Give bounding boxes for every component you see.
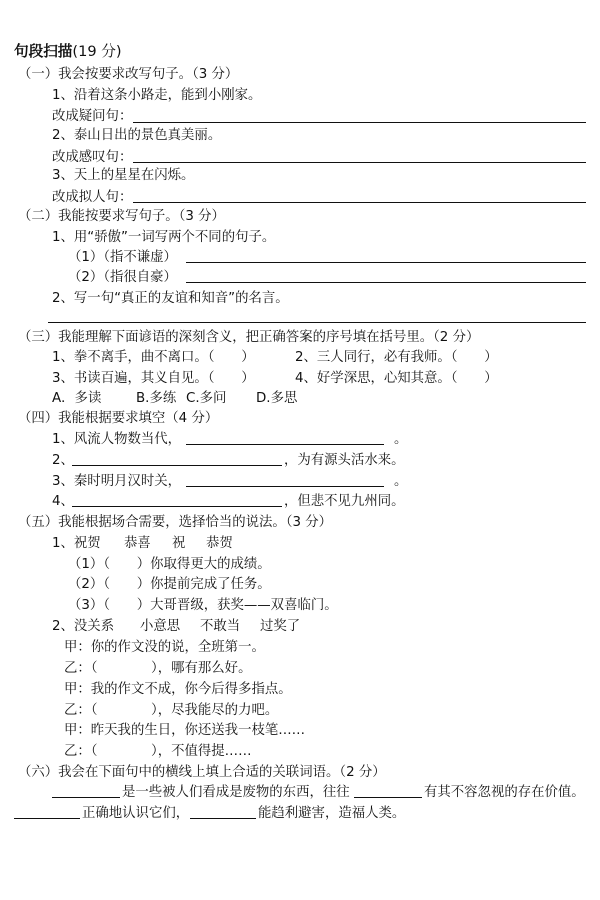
q2-item-1: 1、用“骄傲”一词写两个不同的句子。 [52, 230, 276, 245]
q4-item-2-before: 2、 [52, 453, 74, 468]
section-title-text: 句段扫描 [14, 43, 73, 60]
q3-item-2: 2、三人同行，必有我师。（ ） [295, 350, 498, 365]
q3-item-4: 4、好学深思，心知其意。（ ） [295, 371, 498, 386]
q5-item-3: （3）（ ）大哥晋级，获奖——双喜临门。 [68, 598, 338, 613]
q5-word-8: 过奖了 [260, 619, 301, 634]
q6-blank-1[interactable] [52, 797, 120, 798]
q1-sentence-1: 1、沿着这条小路走，能到小刚家。 [52, 88, 262, 103]
q2-item-2: 2、写一句“真正的友谊和知音”的名言。 [52, 291, 289, 306]
q4-item-3-after: 。 [394, 474, 408, 489]
q4-item-4-before: 4、 [52, 494, 74, 509]
q6-part-4: 能趋利避害，造福人类。 [258, 806, 406, 821]
q5-dialogue-3: 甲：我的作文不成，你今后得多指点。 [64, 682, 292, 697]
q5-dialogue-6: 乙：（ ），不值得提…… [64, 744, 252, 759]
q4-item-1-before: 1、风流人物数当代， [52, 432, 182, 447]
q5-item-2: （2）（ ）你提前完成了任务。 [68, 577, 271, 592]
q6-blank-3[interactable] [14, 818, 80, 819]
q3-heading: （三）我能理解下面谚语的深刻含义，把正确答案的序号填在括号里。（2 分） [18, 330, 480, 345]
q6-heading: （六）我会在下面句中的横线上填上合适的关联词语。（2 分） [18, 765, 386, 780]
q2-answer-line-2[interactable] [186, 282, 586, 283]
q6-blank-2[interactable] [354, 797, 422, 798]
q2-sub-1: （1）（指不谦虚） [68, 250, 177, 265]
q3-option-d: D.多思 [256, 391, 298, 406]
q5-word-6: 小意思 [140, 619, 181, 634]
q2-answer-line-3[interactable] [48, 322, 586, 323]
q1-sentence-2: 2、泰山日出的景色真美丽。 [52, 128, 222, 143]
q5-dialogue-4: 乙：（ ），尽我能尽的力吧。 [64, 703, 279, 718]
q1-prompt-2: 改成感叹句： [52, 150, 133, 165]
q1-sentence-3: 3、天上的星星在闪烁。 [52, 168, 195, 183]
q5-word-3: 祝 [172, 536, 186, 551]
q4-heading: （四）我能根据要求填空（4 分） [18, 411, 219, 426]
q1-answer-line-1[interactable] [133, 122, 586, 123]
q1-heading: （一）我会按要求改写句子。（3 分） [18, 67, 239, 82]
q4-item-4-after: ，但悲不见九州同。 [284, 494, 405, 509]
q5-word-7: 不敢当 [200, 619, 241, 634]
q4-blank-3[interactable] [186, 486, 384, 487]
q2-answer-line-1[interactable] [186, 262, 586, 263]
q3-option-a: A．多读 [52, 391, 102, 406]
q3-option-c: C.多问 [186, 391, 227, 406]
q5-word-2: 恭喜 [124, 536, 151, 551]
q4-blank-2[interactable] [72, 465, 282, 466]
q4-item-2-after: ，为有源头活水来。 [284, 453, 405, 468]
q5-word-5: 2、没关系 [52, 619, 115, 634]
q4-blank-4[interactable] [72, 506, 282, 507]
q3-option-b: B.多练 [136, 391, 177, 406]
q4-item-1-after: 。 [394, 432, 408, 447]
q6-blank-4[interactable] [190, 818, 256, 819]
q1-answer-line-2[interactable] [133, 162, 586, 163]
q1-prompt-1: 改成疑问句： [52, 109, 133, 124]
q1-prompt-3: 改成拟人句： [52, 190, 133, 205]
section-score: (19 分) [72, 43, 122, 60]
section-title [14, 44, 122, 60]
q6-part-2: 有其不容忽视的存在价值。 [424, 785, 585, 800]
q5-dialogue-5: 甲：昨天我的生日，你还送我一枝笔…… [64, 723, 306, 738]
q6-part-3: 正确地认识它们， [82, 806, 190, 821]
q6-part-1: 是一些被人们看成是废物的东西，往往 [122, 785, 350, 800]
q2-heading: （二）我能按要求写句子。（3 分） [18, 209, 225, 224]
q3-item-1: 1、拳不离手，曲不离口。（ ） [52, 350, 255, 365]
q5-item-1: （1）（ ）你取得更大的成绩。 [68, 557, 271, 572]
q5-word-1: 1、祝贺 [52, 536, 101, 551]
q5-dialogue-1: 甲：你的作文没的说，全班第一。 [64, 640, 265, 655]
q5-word-4: 恭贺 [206, 536, 233, 551]
q5-dialogue-2: 乙：（ ），哪有那么好。 [64, 661, 252, 676]
q4-item-3-before: 3、秦时明月汉时关， [52, 474, 182, 489]
q3-item-3: 3、书读百遍，其义自见。（ ） [52, 371, 255, 386]
q2-sub-2: （2）（指很自豪） [68, 270, 177, 285]
q1-answer-line-3[interactable] [133, 202, 586, 203]
q5-heading: （五）我能根据场合需要，选择恰当的说法。（3 分） [18, 515, 333, 530]
q4-blank-1[interactable] [186, 444, 384, 445]
